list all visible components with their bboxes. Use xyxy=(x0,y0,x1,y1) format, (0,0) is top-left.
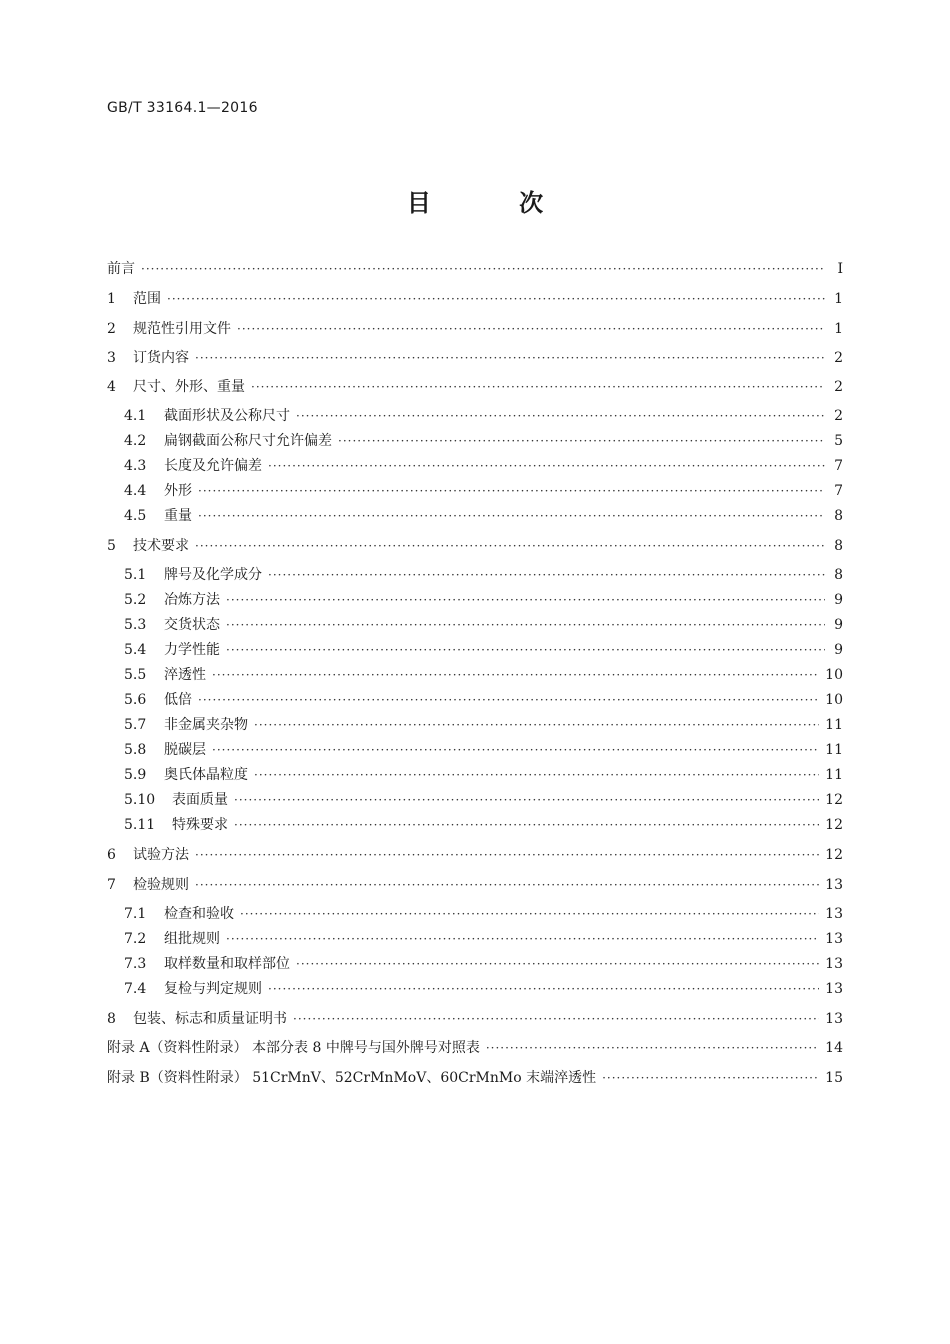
toc-entry[interactable] xyxy=(107,844,843,864)
toc-dot-leader xyxy=(226,932,819,946)
toc-dot-leader xyxy=(226,643,825,657)
toc-entry-page: 1 xyxy=(834,291,843,307)
toc-entry[interactable] xyxy=(107,347,843,367)
toc-dot-leader xyxy=(338,434,825,448)
toc-entry[interactable] xyxy=(107,288,843,308)
toc-entry[interactable] xyxy=(124,614,843,634)
toc-entry-number: 7.4 xyxy=(124,981,147,997)
toc-entry[interactable] xyxy=(107,874,843,894)
toc-entry-label: 复检与判定规则 xyxy=(164,981,262,997)
toc-entry-label: 范围 xyxy=(133,291,161,307)
toc-entry-label: 附录 B（资料性附录） 51CrMnV、52CrMnMoV、60CrMnMo 末端淬透性 xyxy=(107,1070,597,1086)
toc-dot-leader xyxy=(237,322,825,336)
toc-entry-label: 订货内容 xyxy=(133,350,189,366)
toc-dot-leader xyxy=(268,568,825,582)
toc-entry-number: 3 xyxy=(107,350,116,366)
toc-entry-label: 长度及允许偏差 xyxy=(164,458,262,474)
toc-dot-leader xyxy=(296,409,825,423)
toc-entry[interactable] xyxy=(124,739,843,759)
toc-entry-number: 4.3 xyxy=(124,458,147,474)
toc-entry-label: 技术要求 xyxy=(133,538,189,554)
toc-dot-leader xyxy=(296,957,819,971)
toc-entry-page: 13 xyxy=(825,906,843,922)
toc-entry-number: 4.2 xyxy=(124,433,147,449)
toc-dot-leader xyxy=(293,1012,819,1026)
toc-entry-number: 4 xyxy=(107,379,116,395)
toc-entry-page: 13 xyxy=(825,877,843,893)
toc-entry-number: 5.4 xyxy=(124,642,147,658)
toc-dot-leader xyxy=(254,768,819,782)
toc-entry[interactable] xyxy=(107,535,843,555)
toc-entry-label: 前言 xyxy=(107,261,135,277)
toc-entry-page: 11 xyxy=(825,717,843,733)
toc-entry-number: 4.1 xyxy=(124,408,147,424)
toc-entry-label: 脱碳层 xyxy=(164,742,206,758)
toc-entry-page: 5 xyxy=(834,433,843,449)
toc-entry-label: 牌号及化学成分 xyxy=(164,567,262,583)
toc-entry-page: 2 xyxy=(834,408,843,424)
toc-entry[interactable] xyxy=(124,430,843,450)
toc-entry[interactable] xyxy=(124,764,843,784)
toc-entry[interactable] xyxy=(124,789,843,809)
toc-entry[interactable] xyxy=(124,953,843,973)
toc-entry-label: 检验规则 xyxy=(133,877,189,893)
toc-dot-leader xyxy=(226,593,825,607)
toc-entry-page: 14 xyxy=(825,1040,843,1056)
toc-entry-label: 非金属夹杂物 xyxy=(164,717,248,733)
toc-entry[interactable] xyxy=(124,480,843,500)
toc-entry[interactable] xyxy=(124,928,843,948)
toc-entry-number: 5.11 xyxy=(124,817,156,833)
toc-entry-page: 11 xyxy=(825,767,843,783)
toc-dot-leader xyxy=(212,743,819,757)
toc-entry-page: 12 xyxy=(825,792,843,808)
toc-entry[interactable] xyxy=(124,589,843,609)
toc-entry[interactable] xyxy=(124,714,843,734)
toc-entry-number: 5.1 xyxy=(124,567,147,583)
toc-dot-leader xyxy=(268,982,819,996)
toc-entry-label: 组批规则 xyxy=(164,931,220,947)
toc-entry-page: 13 xyxy=(825,931,843,947)
toc-entry-page: Ⅰ xyxy=(837,261,843,277)
toc-entry[interactable] xyxy=(107,318,843,338)
toc-entry-label: 检查和验收 xyxy=(164,906,234,922)
toc-entry-number: 4.4 xyxy=(124,483,147,499)
toc-dot-leader xyxy=(254,718,819,732)
toc-entry-number: 5.8 xyxy=(124,742,147,758)
toc-entry-label: 低倍 xyxy=(164,692,192,708)
toc-entry-number: 5.7 xyxy=(124,717,147,733)
toc-entry-number: 8 xyxy=(107,1011,116,1027)
toc-entry[interactable] xyxy=(124,978,843,998)
toc-entry[interactable] xyxy=(124,664,843,684)
toc-entry-label: 扁钢截面公称尺寸允许偏差 xyxy=(164,433,332,449)
toc-entry-label: 表面质量 xyxy=(172,792,228,808)
toc-entry[interactable] xyxy=(107,1067,843,1087)
toc-entry[interactable] xyxy=(107,376,843,396)
toc-entry-label: 试验方法 xyxy=(133,847,189,863)
toc-dot-leader xyxy=(486,1041,819,1055)
toc-dot-leader xyxy=(195,848,819,862)
toc-entry-label: 奥氏体晶粒度 xyxy=(164,767,248,783)
toc-entry-number: 5.6 xyxy=(124,692,147,708)
toc-dot-leader xyxy=(195,351,825,365)
toc-entry[interactable] xyxy=(124,564,843,584)
toc-entry-page: 9 xyxy=(834,592,843,608)
toc-entry-page: 2 xyxy=(834,379,843,395)
toc-entry-page: 9 xyxy=(834,617,843,633)
toc-entry-number: 5.10 xyxy=(124,792,156,808)
toc-entry[interactable] xyxy=(124,455,843,475)
toc-dot-leader xyxy=(195,878,819,892)
toc-entry-number: 5.9 xyxy=(124,767,147,783)
toc-entry[interactable] xyxy=(124,689,843,709)
toc-dot-leader xyxy=(195,539,825,553)
toc-dot-leader xyxy=(234,793,819,807)
toc-entry-label: 包装、标志和质量证明书 xyxy=(133,1011,287,1027)
toc-entry-label: 重量 xyxy=(164,508,192,524)
toc-entry-page: 13 xyxy=(825,1011,843,1027)
toc-entry-page: 10 xyxy=(825,667,843,683)
toc-entry-page: 11 xyxy=(825,742,843,758)
toc-entry-page: 2 xyxy=(834,350,843,366)
toc-dot-leader xyxy=(141,262,825,276)
toc-entry[interactable] xyxy=(107,1008,843,1028)
toc-entry[interactable] xyxy=(124,903,843,923)
toc-entry-label: 特殊要求 xyxy=(172,817,228,833)
toc-entry-number: 4.5 xyxy=(124,508,147,524)
toc-entry[interactable] xyxy=(124,405,843,425)
toc-entry-page: 8 xyxy=(834,567,843,583)
toc-entry-page: 13 xyxy=(825,956,843,972)
toc-dot-leader xyxy=(226,618,825,632)
toc-entry-page: 9 xyxy=(834,642,843,658)
toc-entry-number: 6 xyxy=(107,847,116,863)
toc-entry-number: 5.2 xyxy=(124,592,147,608)
toc-entry[interactable] xyxy=(107,258,843,278)
toc-dot-leader xyxy=(198,509,825,523)
toc-entry-page: 8 xyxy=(834,508,843,524)
toc-entry-label: 附录 A（资料性附录） 本部分表 8 中牌号与国外牌号对照表 xyxy=(107,1040,480,1056)
toc-entry-page: 7 xyxy=(834,483,843,499)
toc-entry-label: 交货状态 xyxy=(164,617,220,633)
toc-entry-number: 5 xyxy=(107,538,116,554)
toc-entry-number: 2 xyxy=(107,321,116,337)
toc-dot-leader xyxy=(268,459,825,473)
toc-entry-label: 冶炼方法 xyxy=(164,592,220,608)
toc-entry-page: 15 xyxy=(825,1070,843,1086)
toc-entry[interactable] xyxy=(124,505,843,525)
toc-entry-label: 截面形状及公称尺寸 xyxy=(164,408,290,424)
toc-dot-leader xyxy=(251,380,825,394)
toc-entry-page: 8 xyxy=(834,538,843,554)
toc-entry-number: 7.3 xyxy=(124,956,147,972)
toc-entry-label: 力学性能 xyxy=(164,642,220,658)
toc-entry-number: 7 xyxy=(107,877,116,893)
toc-entry-number: 5.3 xyxy=(124,617,147,633)
toc-entry[interactable] xyxy=(124,639,843,659)
toc-entry[interactable] xyxy=(107,1037,843,1057)
toc-entry-label: 规范性引用文件 xyxy=(133,321,231,337)
toc-dot-leader xyxy=(198,693,819,707)
standard-code: GB/T 33164.1—2016 xyxy=(107,100,258,116)
toc-entry-label: 尺寸、外形、重量 xyxy=(133,379,245,395)
toc-dot-leader xyxy=(198,484,825,498)
toc-dot-leader xyxy=(234,818,819,832)
toc-entry-page: 10 xyxy=(825,692,843,708)
toc-entry-label: 外形 xyxy=(164,483,192,499)
toc-entry-page: 1 xyxy=(834,321,843,337)
toc-dot-leader xyxy=(602,1071,819,1085)
toc-entry-number: 1 xyxy=(107,291,116,307)
toc-entry-page: 12 xyxy=(825,847,843,863)
toc-entry-label: 取样数量和取样部位 xyxy=(164,956,290,972)
toc-entry[interactable] xyxy=(124,814,843,834)
toc-entry-number: 7.2 xyxy=(124,931,147,947)
toc-title: 目 次 xyxy=(406,189,584,217)
toc-dot-leader xyxy=(240,907,819,921)
toc-entry-page: 12 xyxy=(825,817,843,833)
toc-entry-label: 淬透性 xyxy=(164,667,206,683)
toc-entry-number: 7.1 xyxy=(124,906,147,922)
toc-dot-leader xyxy=(167,292,825,306)
toc-entry-number: 5.5 xyxy=(124,667,147,683)
toc-dot-leader xyxy=(212,668,819,682)
toc-entry-page: 13 xyxy=(825,981,843,997)
toc-entry-page: 7 xyxy=(834,458,843,474)
